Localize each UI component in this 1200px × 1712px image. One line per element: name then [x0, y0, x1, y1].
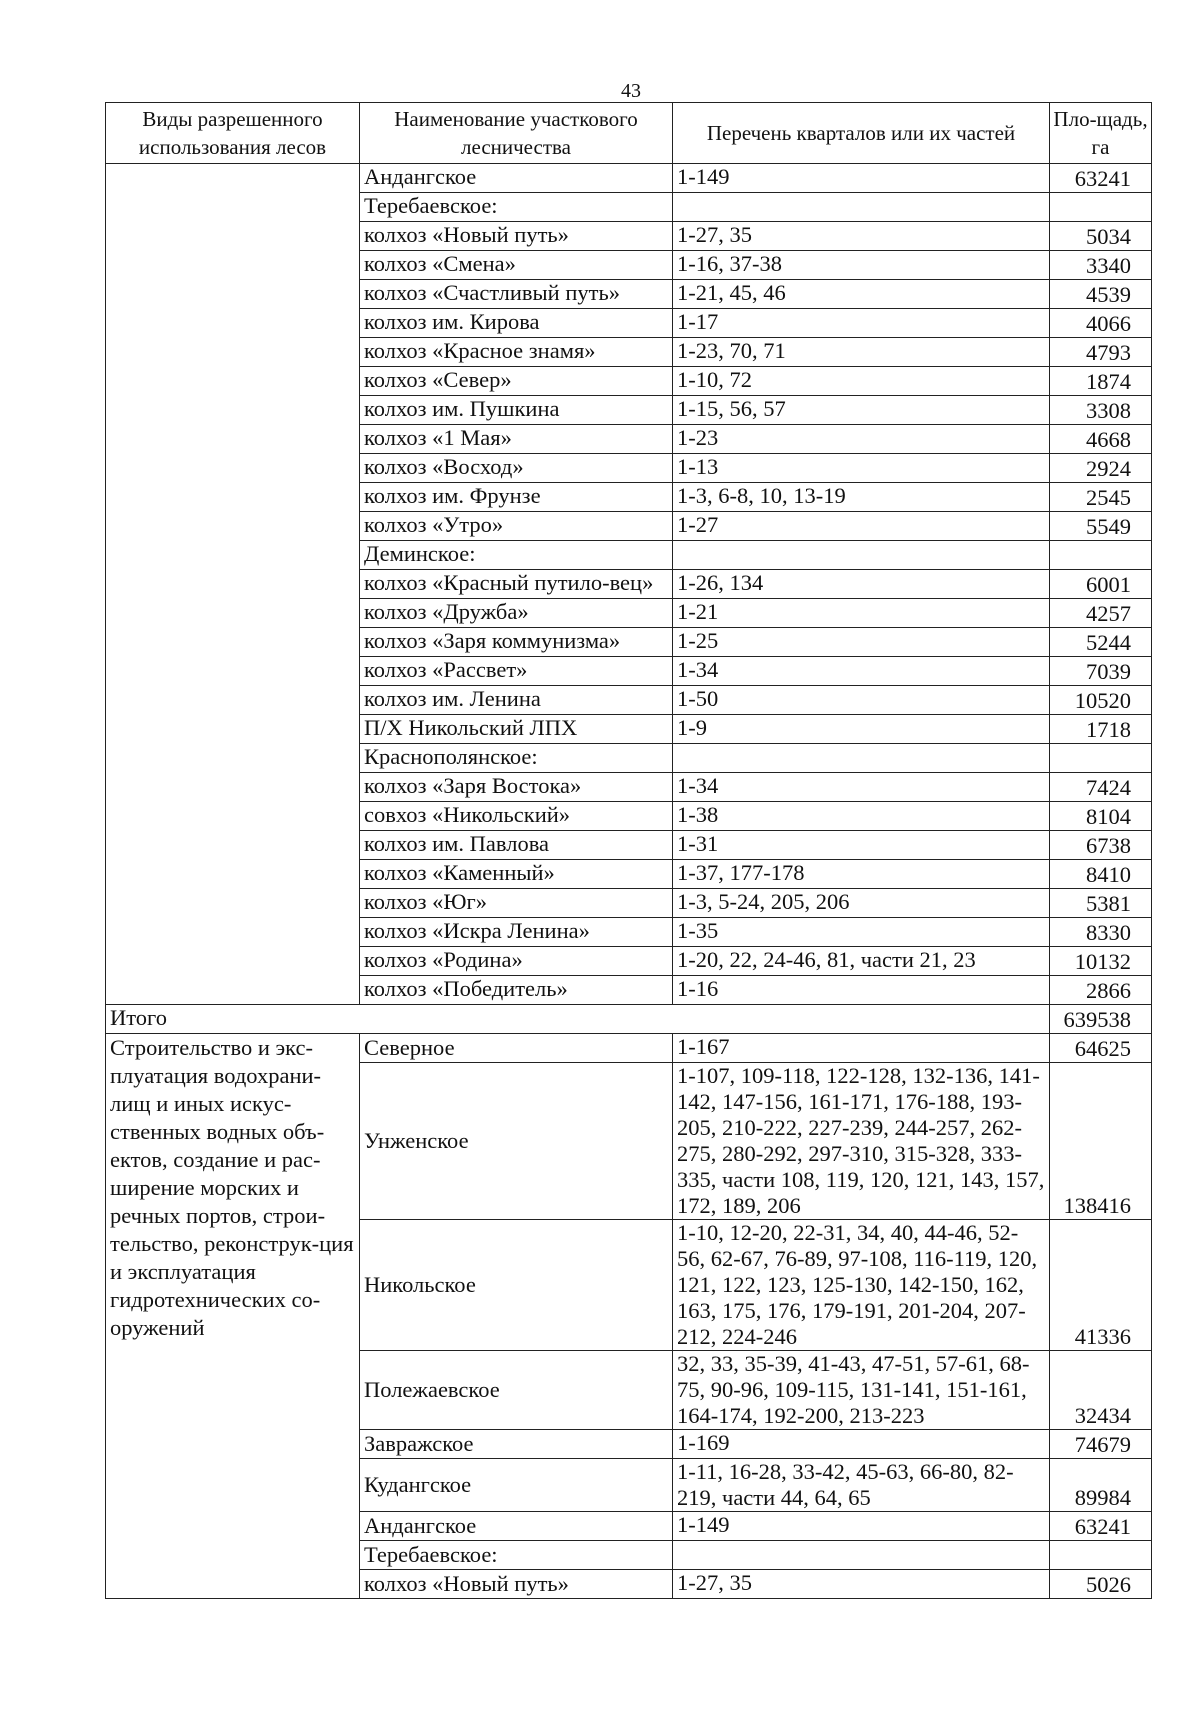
forestry-cell: колхоз «Восход» [360, 454, 673, 483]
area-cell: 10520 [1050, 686, 1152, 715]
quarters-cell: 1-10, 12-20, 22-31, 34, 40, 44-46, 52-56, 62-67, 76-89, 97-108, 116-119, 120, 121, 122, 123, 125-130, 142-150, 162, 163, 175, 176, 179-191, 201-204, 207-212, 224-246 [673, 1220, 1050, 1351]
area-cell: 5244 [1050, 628, 1152, 657]
area-cell: 2866 [1050, 976, 1152, 1005]
page-number: 43 [621, 80, 641, 102]
area-cell: 6001 [1050, 570, 1152, 599]
area-cell: 41336 [1050, 1220, 1152, 1351]
quarters-cell: 1-50 [673, 686, 1050, 715]
area-cell [1050, 1541, 1152, 1570]
quarters-cell: 1-38 [673, 802, 1050, 831]
quarters-cell [673, 541, 1050, 570]
area-cell: 63241 [1050, 1512, 1152, 1541]
forestry-cell: Теребаевское: [360, 193, 673, 222]
forestry-cell: колхоз им. Пушкина [360, 396, 673, 425]
quarters-cell: 1-169 [673, 1430, 1050, 1459]
forestry-cell: колхоз им. Павлова [360, 831, 673, 860]
quarters-cell: 1-27, 35 [673, 1570, 1050, 1599]
quarters-cell: 1-167 [673, 1034, 1050, 1063]
area-cell: 8410 [1050, 860, 1152, 889]
area-cell: 1718 [1050, 715, 1152, 744]
area-cell: 3340 [1050, 251, 1152, 280]
forestry-cell: колхоз им. Кирова [360, 309, 673, 338]
area-cell: 74679 [1050, 1430, 1152, 1459]
quarters-cell: 1-17 [673, 309, 1050, 338]
forestry-cell: колхоз «Победитель» [360, 976, 673, 1005]
forestry-cell: колхоз «Каменный» [360, 860, 673, 889]
forestry-cell: колхоз «Утро» [360, 512, 673, 541]
area-cell: 8330 [1050, 918, 1152, 947]
area-cell: 7424 [1050, 773, 1152, 802]
header-use-type: Виды разрешенного использования лесов [106, 103, 360, 164]
quarters-cell: 1-11, 16-28, 33-42, 45-63, 66-80, 82-219, части 44, 64, 65 [673, 1459, 1050, 1512]
area-cell: 5034 [1050, 222, 1152, 251]
forestry-cell: Унженское [360, 1063, 673, 1220]
area-cell: 6738 [1050, 831, 1152, 860]
area-cell: 8104 [1050, 802, 1152, 831]
quarters-cell: 1-21, 45, 46 [673, 280, 1050, 309]
total-area: 639538 [1050, 1005, 1152, 1034]
forestry-cell: Андангское [360, 1512, 673, 1541]
table-body [106, 164, 1152, 1599]
area-cell: 63241 [1050, 164, 1152, 193]
area-cell: 32434 [1050, 1351, 1152, 1430]
quarters-cell: 1-15, 56, 57 [673, 396, 1050, 425]
forestry-cell: колхоз «Заря коммунизма» [360, 628, 673, 657]
total-label: Итого [106, 1005, 1050, 1034]
forestry-cell: колхоз «Новый путь» [360, 1570, 673, 1599]
quarters-cell: 1-23 [673, 425, 1050, 454]
area-cell [1050, 541, 1152, 570]
quarters-cell [673, 1541, 1050, 1570]
quarters-cell: 1-149 [673, 1512, 1050, 1541]
quarters-cell [673, 193, 1050, 222]
quarters-cell: 1-149 [673, 164, 1050, 193]
area-cell: 138416 [1050, 1063, 1152, 1220]
area-cell: 4793 [1050, 338, 1152, 367]
quarters-cell [673, 744, 1050, 773]
header-forestry: Наименование участкового лесничества [360, 103, 673, 164]
forestry-cell: колхоз «Дружба» [360, 599, 673, 628]
forestry-cell: Завражское [360, 1430, 673, 1459]
quarters-cell: 1-34 [673, 773, 1050, 802]
area-cell: 1874 [1050, 367, 1152, 396]
area-cell [1050, 744, 1152, 773]
area-cell: 3308 [1050, 396, 1152, 425]
forestry-cell: колхоз «Красное знамя» [360, 338, 673, 367]
quarters-cell: 1-23, 70, 71 [673, 338, 1050, 367]
area-cell: 10132 [1050, 947, 1152, 976]
area-cell: 7039 [1050, 657, 1152, 686]
forestry-cell: колхоз «Новый путь» [360, 222, 673, 251]
forestry-cell: колхоз «1 Мая» [360, 425, 673, 454]
forestry-cell: Деминское: [360, 541, 673, 570]
forestry-cell: Полежаевское [360, 1351, 673, 1430]
area-cell: 89984 [1050, 1459, 1152, 1512]
quarters-cell: 1-13 [673, 454, 1050, 483]
quarters-cell: 1-3, 6-8, 10, 13-19 [673, 483, 1050, 512]
forestry-cell: колхоз «Рассвет» [360, 657, 673, 686]
total-row [106, 1005, 1152, 1034]
quarters-cell: 1-35 [673, 918, 1050, 947]
forestry-cell: колхоз «Заря Востока» [360, 773, 673, 802]
quarters-cell: 1-3, 5-24, 205, 206 [673, 889, 1050, 918]
forestry-cell: колхоз «Родина» [360, 947, 673, 976]
forestry-cell: Краснополянское: [360, 744, 673, 773]
forestry-cell: колхоз им. Фрунзе [360, 483, 673, 512]
table-row [106, 164, 1152, 193]
quarters-cell: 1-10, 72 [673, 367, 1050, 396]
use-type-cell-empty [106, 164, 360, 1005]
quarters-cell: 1-21 [673, 599, 1050, 628]
quarters-cell: 1-27 [673, 512, 1050, 541]
quarters-cell: 1-16 [673, 976, 1050, 1005]
forest-use-table [105, 102, 1152, 1599]
quarters-cell: 1-27, 35 [673, 222, 1050, 251]
quarters-cell: 32, 33, 35-39, 41-43, 47-51, 57-61, 68-75, 90-96, 109-115, 131-141, 151-161, 164-174, 192-200, 213-223 [673, 1351, 1050, 1430]
area-cell: 4066 [1050, 309, 1152, 338]
area-cell: 4668 [1050, 425, 1152, 454]
quarters-cell: 1-20, 22, 24-46, 81, части 21, 23 [673, 947, 1050, 976]
forestry-cell: колхоз «Юг» [360, 889, 673, 918]
area-cell: 2924 [1050, 454, 1152, 483]
quarters-cell: 1-25 [673, 628, 1050, 657]
area-cell: 5381 [1050, 889, 1152, 918]
forestry-cell: Кудангское [360, 1459, 673, 1512]
forestry-cell: колхоз «Красный путило-вец» [360, 570, 673, 599]
quarters-cell: 1-34 [673, 657, 1050, 686]
quarters-cell: 1-37, 177-178 [673, 860, 1050, 889]
use-type-cell: Строительство и экс-плуатация водохрани-лищ и иных искус-ственных водных объ-ектов, создание и рас-ширение морских и речных портов, строи-тельство, реконструк-ция и эксплуатация гидротехнических со-оружений [106, 1034, 360, 1599]
forestry-cell: совхоз «Никольский» [360, 802, 673, 831]
quarters-cell: 1-9 [673, 715, 1050, 744]
forestry-cell: колхоз «Север» [360, 367, 673, 396]
header-quarters: Перечень кварталов или их частей [673, 103, 1050, 164]
forestry-cell: колхоз «Счастливый путь» [360, 280, 673, 309]
area-cell: 2545 [1050, 483, 1152, 512]
quarters-cell: 1-26, 134 [673, 570, 1050, 599]
forestry-cell: Никольское [360, 1220, 673, 1351]
forestry-cell: колхоз им. Ленина [360, 686, 673, 715]
header-row [106, 103, 1152, 164]
quarters-cell: 1-16, 37-38 [673, 251, 1050, 280]
area-cell: 5026 [1050, 1570, 1152, 1599]
forestry-cell: Андангское [360, 164, 673, 193]
area-cell: 4257 [1050, 599, 1152, 628]
forestry-cell: Теребаевское: [360, 1541, 673, 1570]
forestry-cell: колхоз «Смена» [360, 251, 673, 280]
area-cell: 5549 [1050, 512, 1152, 541]
table-row [106, 1034, 1152, 1063]
forestry-cell: П/Х Никольский ЛПХ [360, 715, 673, 744]
area-cell: 4539 [1050, 280, 1152, 309]
area-cell: 64625 [1050, 1034, 1152, 1063]
area-cell [1050, 193, 1152, 222]
forestry-cell: колхоз «Искра Ленина» [360, 918, 673, 947]
header-area: Пло-щадь, га [1050, 103, 1152, 164]
quarters-cell: 1-31 [673, 831, 1050, 860]
quarters-cell: 1-107, 109-118, 122-128, 132-136, 141-142, 147-156, 161-171, 176-188, 193-205, 210-222, 227-239, 244-257, 262-275, 280-292, 297-310, 315-328, 333-335, части 108, 119, 120, 121, 143, 157, 172, 189, 206 [673, 1063, 1050, 1220]
forestry-cell: Северное [360, 1034, 673, 1063]
